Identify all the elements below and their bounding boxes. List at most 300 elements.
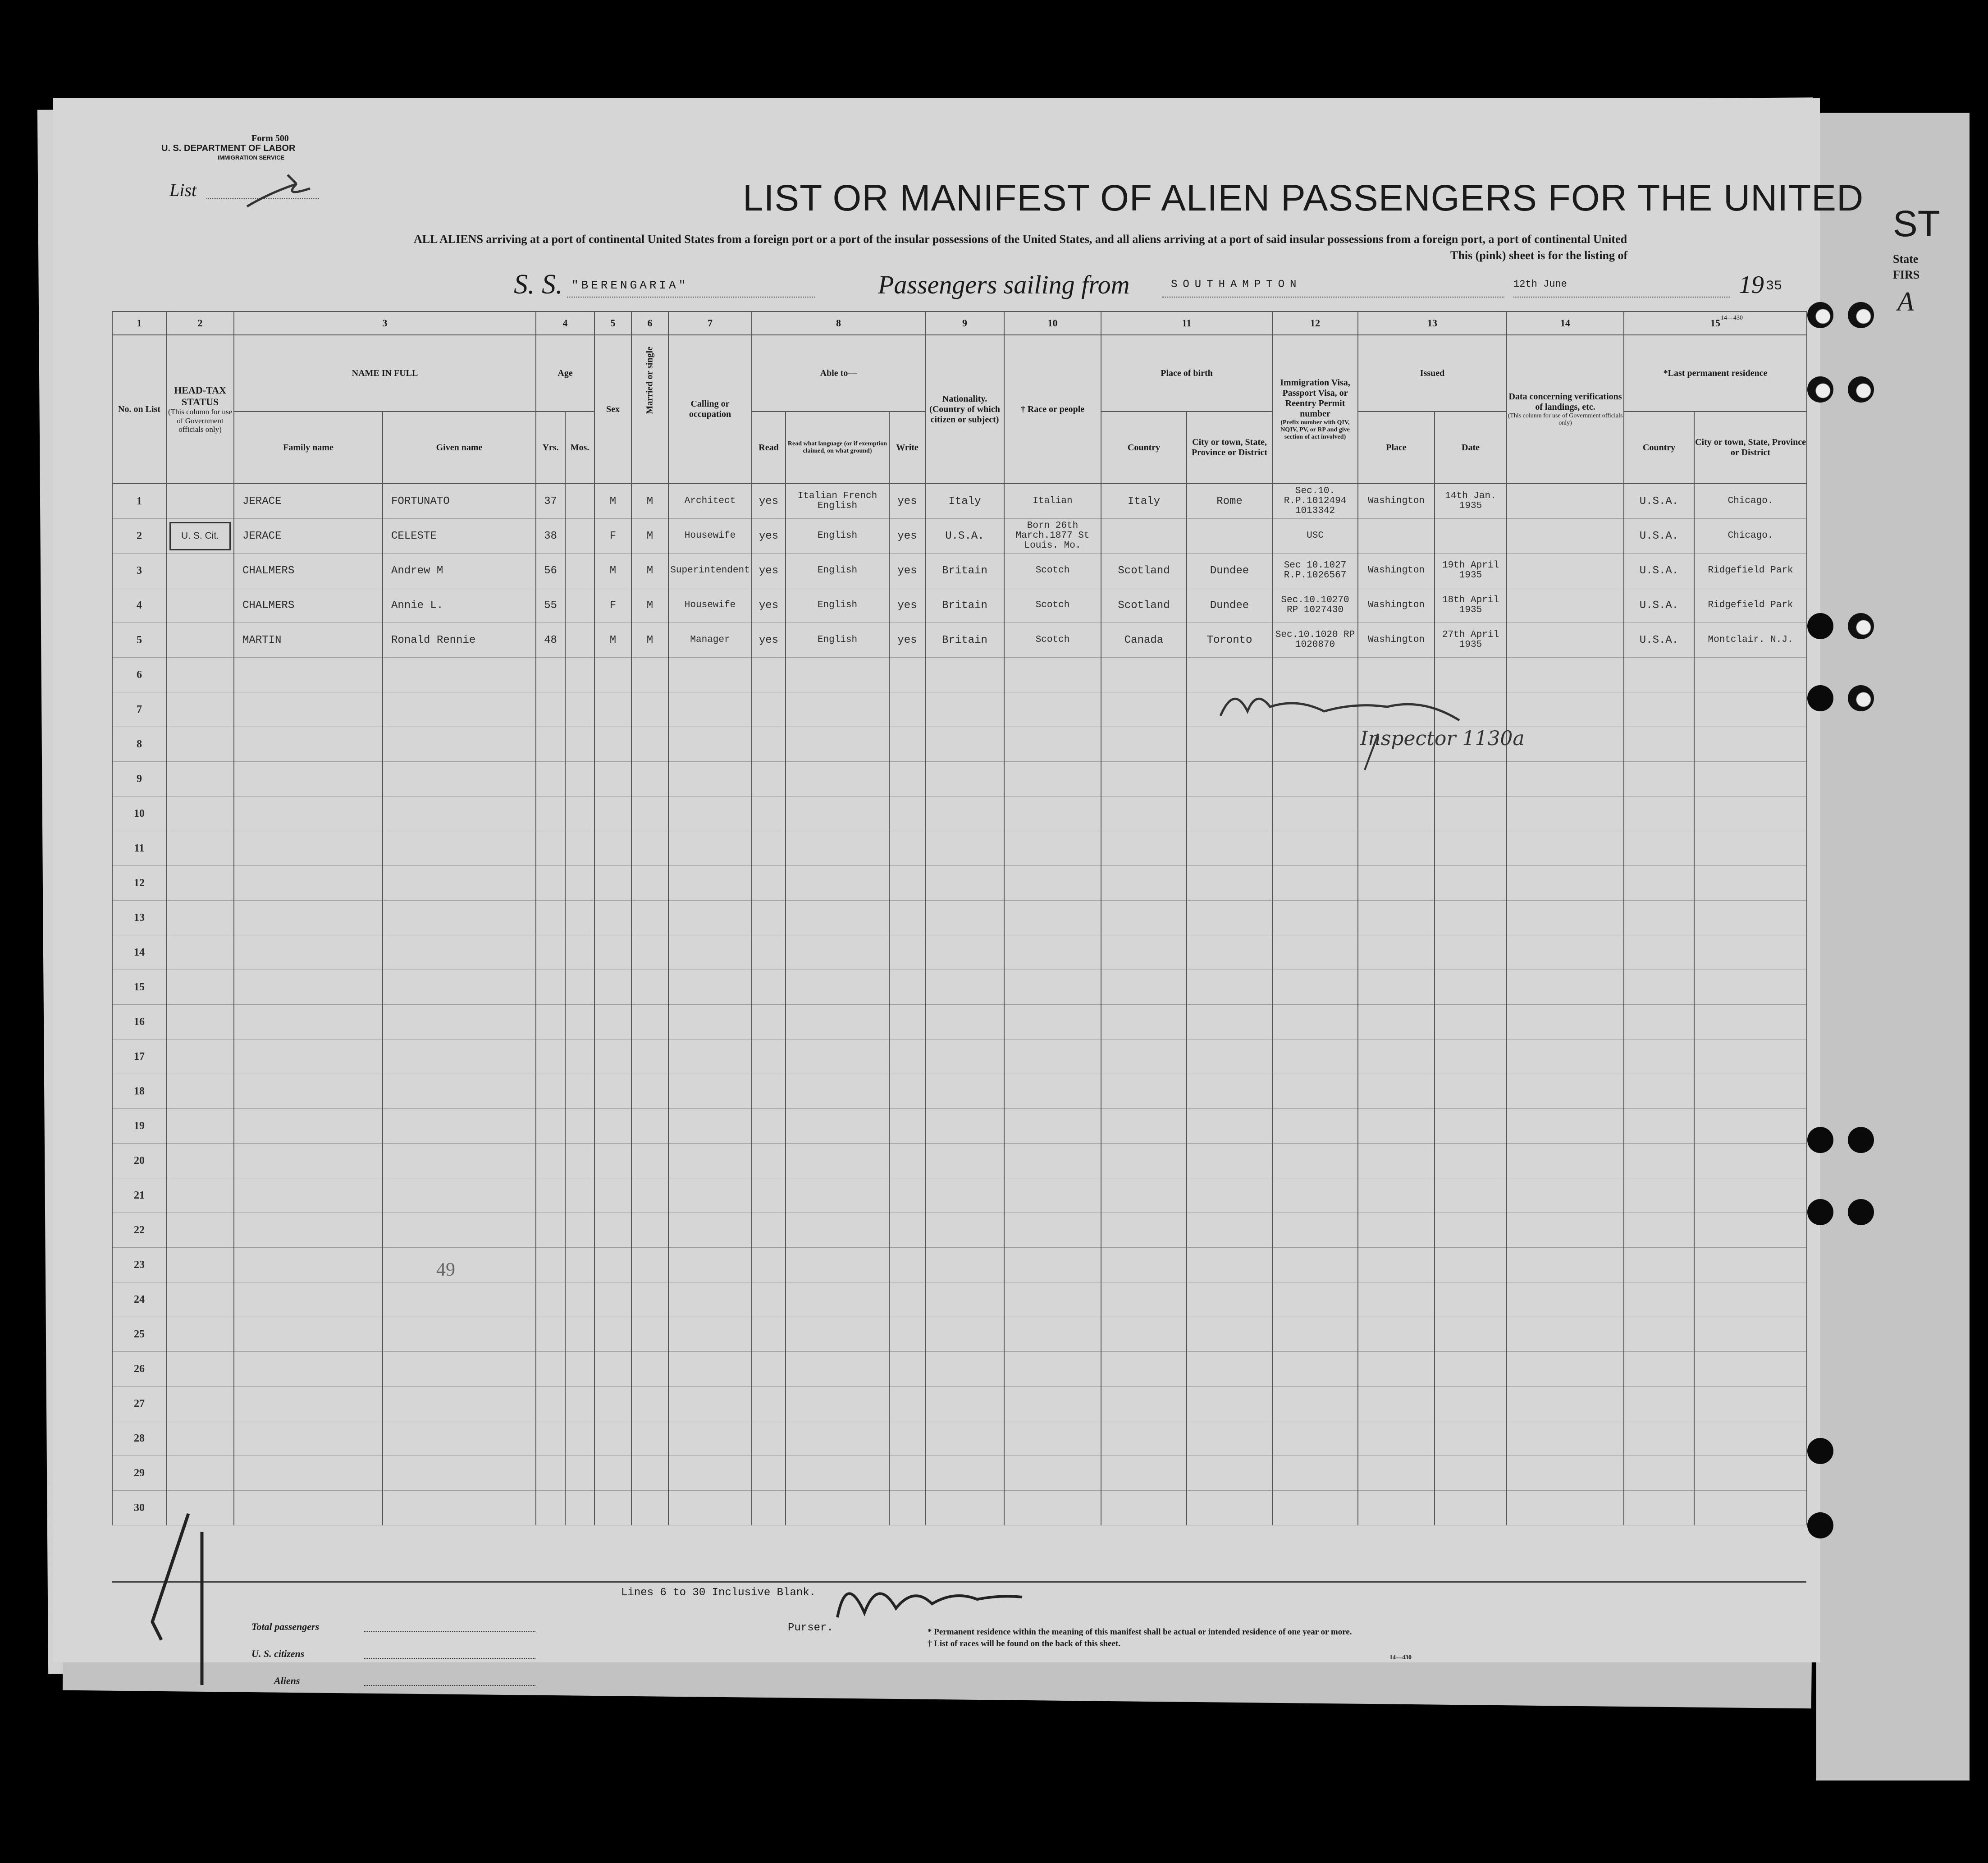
cell-empty <box>1187 1456 1272 1491</box>
form-code-top: 14—430 <box>1721 315 1743 321</box>
cell-empty <box>1358 1109 1435 1144</box>
cell-family: JERACE <box>234 519 383 554</box>
cell-empty <box>668 1005 752 1039</box>
cell-given: Ronald Rennie <box>383 623 536 658</box>
cell-mos <box>565 519 594 554</box>
cell-empty <box>889 901 925 935</box>
cell-empty <box>752 658 786 692</box>
cell-given: FORTUNATO <box>383 484 536 519</box>
cell-empty <box>1507 1282 1624 1317</box>
cell-empty <box>752 692 786 727</box>
col-num-4: 4 <box>536 311 594 335</box>
cell-empty <box>1624 1456 1694 1491</box>
cell-no: 2 <box>112 519 166 554</box>
col-num-3: 3 <box>234 311 536 335</box>
cell-empty <box>752 901 786 935</box>
cell-empty <box>383 935 536 970</box>
cell-empty <box>1272 1039 1358 1074</box>
cell-empty <box>1187 1144 1272 1178</box>
cell-occupation: Manager <box>668 623 752 658</box>
cell-empty <box>889 1456 925 1491</box>
table-row-empty <box>112 1005 1807 1039</box>
cell-empty <box>1272 1456 1358 1491</box>
cell-empty <box>1507 1387 1624 1421</box>
cell-empty <box>594 1109 631 1144</box>
cell-empty <box>565 1213 594 1248</box>
cell-empty <box>594 1421 631 1456</box>
cell-issued-date: 19th April 1935 <box>1435 554 1507 588</box>
cell-issued-place: Washington <box>1358 623 1435 658</box>
cell-empty <box>631 1109 668 1144</box>
cell-empty <box>383 1074 536 1109</box>
cell-empty <box>668 658 752 692</box>
cell-empty <box>1694 1039 1807 1074</box>
cell-empty <box>1358 1074 1435 1109</box>
cell-empty <box>668 901 752 935</box>
cell-no: 3 <box>112 554 166 588</box>
header-place-of-birth: Place of birth <box>1101 335 1272 412</box>
cell-empty <box>1272 1421 1358 1456</box>
cell-empty <box>594 1491 631 1525</box>
cell-empty <box>752 1317 786 1352</box>
cell-nationality: Italy <box>925 484 1004 519</box>
cell-empty <box>1507 970 1624 1005</box>
cell-empty <box>631 1421 668 1456</box>
punch-hole <box>1807 613 1833 639</box>
cell-family: JERACE <box>234 484 383 519</box>
cell-empty <box>1507 1421 1624 1456</box>
cell-empty <box>925 1005 1004 1039</box>
cell-empty <box>668 1178 752 1213</box>
cell-empty <box>383 1387 536 1421</box>
cell-empty <box>1004 1074 1101 1109</box>
cell-empty <box>166 935 234 970</box>
cell-empty <box>786 1144 889 1178</box>
header-visa-title: Immigration Visa, Passport Visa, or Reentry Permit number <box>1280 377 1350 419</box>
cell-empty <box>383 970 536 1005</box>
cell-empty <box>1507 1144 1624 1178</box>
cell-empty <box>1624 970 1694 1005</box>
col-num-11: 11 <box>1101 311 1272 335</box>
cell-empty <box>925 831 1004 866</box>
cell-empty <box>594 901 631 935</box>
cell-empty <box>234 1387 383 1421</box>
cell-empty <box>752 970 786 1005</box>
cell-empty <box>1624 935 1694 970</box>
cell-empty <box>889 692 925 727</box>
cell-empty <box>383 1213 536 1248</box>
cell-res-country: U.S.A. <box>1624 484 1694 519</box>
total-passengers-line <box>364 1631 535 1632</box>
punch-hole <box>1848 685 1874 711</box>
cell-empty <box>752 1352 786 1387</box>
cell-empty <box>565 1491 594 1525</box>
cell-empty <box>383 1421 536 1456</box>
cell-empty <box>166 1352 234 1387</box>
cell-empty <box>1507 1491 1624 1525</box>
cell-no: 23 <box>112 1248 166 1282</box>
cell-empty <box>752 1178 786 1213</box>
cell-yrs: 48 <box>536 623 565 658</box>
cell-empty <box>1187 1491 1272 1525</box>
cell-empty <box>752 1248 786 1282</box>
cell-empty <box>234 1317 383 1352</box>
cell-empty <box>536 1109 565 1144</box>
cell-empty <box>631 1352 668 1387</box>
cell-empty <box>565 692 594 727</box>
cell-empty <box>925 1387 1004 1421</box>
cell-issued-date: 27th April 1935 <box>1435 623 1507 658</box>
cell-empty <box>786 1282 889 1317</box>
cell-empty <box>1358 866 1435 901</box>
cell-empty <box>1004 1421 1101 1456</box>
cell-given: Andrew M <box>383 554 536 588</box>
cell-empty <box>594 1144 631 1178</box>
cell-empty <box>1101 1039 1187 1074</box>
cell-empty <box>594 1005 631 1039</box>
cell-empty <box>234 658 383 692</box>
header-landings <box>1507 335 1624 484</box>
cell-empty <box>594 970 631 1005</box>
cell-family: CHALMERS <box>234 588 383 623</box>
cell-empty <box>1624 727 1694 762</box>
cell-empty <box>1101 1421 1187 1456</box>
cell-issued-date: 18th April 1935 <box>1435 588 1507 623</box>
table-row-empty <box>112 1178 1807 1213</box>
cell-landings <box>1507 554 1624 588</box>
cell-empty <box>1101 1248 1187 1282</box>
cell-empty <box>786 727 889 762</box>
cell-sex: M <box>594 623 631 658</box>
port-line <box>1162 297 1504 298</box>
cell-empty <box>1004 1282 1101 1317</box>
cell-empty <box>1694 970 1807 1005</box>
cell-empty <box>565 1109 594 1144</box>
cell-yrs: 38 <box>536 519 565 554</box>
cell-empty <box>1101 1387 1187 1421</box>
cell-empty <box>1694 1456 1807 1491</box>
cell-empty <box>786 1213 889 1248</box>
cell-empty <box>166 1005 234 1039</box>
cell-empty <box>1101 762 1187 796</box>
cell-empty <box>1101 796 1187 831</box>
col-num-14: 14 <box>1507 311 1624 335</box>
department: U. S. DEPARTMENT OF LABOR <box>161 143 296 153</box>
sailing-date: 12th June <box>1513 279 1567 290</box>
cell-empty <box>234 1039 383 1074</box>
cell-issued-date: 14th Jan. 1935 <box>1435 484 1507 519</box>
cell-no: 21 <box>112 1178 166 1213</box>
cell-empty <box>1624 762 1694 796</box>
cell-empty <box>889 727 925 762</box>
cell-empty <box>668 762 752 796</box>
cell-empty <box>234 1248 383 1282</box>
cell-empty <box>925 1421 1004 1456</box>
cell-nationality: Britain <box>925 588 1004 623</box>
cell-empty <box>594 727 631 762</box>
manifest-rows <box>112 484 1807 1525</box>
header-able-to: Able to— <box>752 335 925 412</box>
cell-empty <box>786 658 889 692</box>
cell-write: yes <box>889 519 925 554</box>
ship-line <box>567 297 815 298</box>
port-name: SOUTHAMPTON <box>1171 279 1302 291</box>
cell-empty <box>1435 1109 1507 1144</box>
cell-empty <box>565 1456 594 1491</box>
cell-headtax: U. S. Cit. <box>166 519 234 554</box>
cell-empty <box>752 1213 786 1248</box>
cell-empty <box>752 762 786 796</box>
cell-empty <box>1004 1387 1101 1421</box>
cell-empty <box>668 866 752 901</box>
cell-empty <box>565 727 594 762</box>
cell-empty <box>1435 935 1507 970</box>
header-given-name: Given name <box>383 412 536 484</box>
cell-empty <box>594 866 631 901</box>
header-birth-country: Country <box>1101 412 1187 484</box>
cell-empty <box>234 1178 383 1213</box>
cell-empty <box>631 970 668 1005</box>
cell-empty <box>1101 1178 1187 1213</box>
blank-lines-note: Lines 6 to 30 Inclusive Blank. <box>621 1587 816 1599</box>
cell-empty <box>889 1421 925 1456</box>
cell-empty <box>889 1352 925 1387</box>
cell-empty <box>1358 1144 1435 1178</box>
cell-empty <box>668 1144 752 1178</box>
cell-language: English <box>786 623 889 658</box>
table-row-empty <box>112 1491 1807 1525</box>
cell-empty <box>889 1074 925 1109</box>
table-row-empty <box>112 1317 1807 1352</box>
cell-birth-country: Scotland <box>1101 554 1187 588</box>
cell-occupation: Superintendent <box>668 554 752 588</box>
cell-empty <box>889 1144 925 1178</box>
cell-empty <box>1272 1248 1358 1282</box>
header-last-residence: *Last permanent residence <box>1624 335 1807 412</box>
cell-empty <box>668 1074 752 1109</box>
cell-empty <box>536 1074 565 1109</box>
table-row-empty <box>112 1282 1807 1317</box>
cell-empty <box>565 1421 594 1456</box>
cell-empty <box>925 866 1004 901</box>
cell-empty <box>1694 1421 1807 1456</box>
cell-empty <box>668 1456 752 1491</box>
cell-empty <box>594 1039 631 1074</box>
header-issued: Issued <box>1358 335 1507 412</box>
cell-landings <box>1507 588 1624 623</box>
cell-empty <box>536 762 565 796</box>
cell-empty <box>1004 762 1101 796</box>
cell-empty <box>565 831 594 866</box>
cell-empty <box>1694 935 1807 970</box>
cell-empty <box>1358 1213 1435 1248</box>
cell-empty <box>1101 831 1187 866</box>
cell-read: yes <box>752 588 786 623</box>
cell-empty <box>536 1456 565 1491</box>
tally-mark-handwriting <box>134 1505 224 1694</box>
cell-empty <box>925 1074 1004 1109</box>
cell-empty <box>383 901 536 935</box>
cell-no: 17 <box>112 1039 166 1074</box>
cell-empty <box>786 1039 889 1074</box>
cell-empty <box>786 1248 889 1282</box>
cell-empty <box>668 1317 752 1352</box>
cell-empty <box>234 935 383 970</box>
cell-visa: Sec 10.1027 R.P.1026567 <box>1272 554 1358 588</box>
cell-empty <box>166 692 234 727</box>
us-citizens-line <box>364 1658 535 1659</box>
cell-empty <box>383 1456 536 1491</box>
cell-race: Italian <box>1004 484 1101 519</box>
cell-empty <box>668 1352 752 1387</box>
cell-empty <box>889 796 925 831</box>
cell-empty <box>594 935 631 970</box>
ship-name: "BERENGARIA" <box>571 279 689 292</box>
cell-empty <box>631 1491 668 1525</box>
cell-given: Annie L. <box>383 588 536 623</box>
year-prefix: 19 <box>1739 271 1764 299</box>
cell-write: yes <box>889 588 925 623</box>
cell-empty <box>1101 1213 1187 1248</box>
cell-empty <box>1272 1317 1358 1352</box>
cell-empty <box>536 1213 565 1248</box>
cell-empty <box>1507 1456 1624 1491</box>
cell-empty <box>1004 1144 1101 1178</box>
cell-yrs: 37 <box>536 484 565 519</box>
purser-signature <box>828 1563 1036 1631</box>
cell-empty <box>565 970 594 1005</box>
cell-empty <box>1694 866 1807 901</box>
cell-empty <box>1694 1248 1807 1282</box>
cell-empty <box>166 1387 234 1421</box>
cell-empty <box>383 866 536 901</box>
cell-empty <box>889 1317 925 1352</box>
cell-empty <box>752 1282 786 1317</box>
punch-hole <box>1807 1438 1833 1464</box>
cell-no: 5 <box>112 623 166 658</box>
cell-empty <box>786 1109 889 1144</box>
table-row-empty <box>112 1144 1807 1178</box>
header-family-name: Family name <box>234 412 383 484</box>
cell-empty <box>565 1144 594 1178</box>
inspector-signature <box>1207 680 1577 869</box>
cell-empty <box>1101 866 1187 901</box>
cell-headtax <box>166 588 234 623</box>
cell-empty <box>166 762 234 796</box>
cell-empty <box>1187 935 1272 970</box>
cell-empty <box>1624 1109 1694 1144</box>
cell-empty <box>752 1456 786 1491</box>
punch-hole <box>1848 1127 1874 1153</box>
cell-empty <box>1694 1317 1807 1352</box>
cell-empty <box>594 692 631 727</box>
cell-empty <box>1435 901 1507 935</box>
cell-empty <box>1624 692 1694 727</box>
cell-empty <box>1435 1491 1507 1525</box>
table-row-empty <box>112 1109 1807 1144</box>
header-landings-title: Data concerning verifications of landings, etc. <box>1508 391 1622 412</box>
cell-empty <box>752 1387 786 1421</box>
cell-empty <box>536 1144 565 1178</box>
cell-empty <box>594 1282 631 1317</box>
cell-empty <box>1507 1074 1624 1109</box>
header-visa-note: (Prefix number with QIV, NQIV, PV, or RP and give section of act involved) <box>1280 419 1350 441</box>
cell-empty <box>925 1282 1004 1317</box>
list-label: List <box>169 180 197 200</box>
cell-empty <box>594 1456 631 1491</box>
cell-empty <box>234 1005 383 1039</box>
cell-empty <box>536 1317 565 1352</box>
cell-empty <box>786 1005 889 1039</box>
cell-empty <box>1507 1352 1624 1387</box>
cell-birth-country: Italy <box>1101 484 1187 519</box>
cell-empty <box>631 831 668 866</box>
cell-empty <box>1101 692 1187 727</box>
table-row-empty <box>112 866 1807 901</box>
cell-empty <box>631 1282 668 1317</box>
cell-occupation: Architect <box>668 484 752 519</box>
cell-issued-place: Washington <box>1358 588 1435 623</box>
cell-empty <box>166 901 234 935</box>
cell-empty <box>889 1282 925 1317</box>
cell-empty <box>1435 1282 1507 1317</box>
cell-empty <box>1694 1352 1807 1387</box>
cell-empty <box>166 1213 234 1248</box>
cell-empty <box>1272 1178 1358 1213</box>
cell-birth-country <box>1101 519 1187 554</box>
cell-empty <box>594 1317 631 1352</box>
cell-empty <box>536 1178 565 1213</box>
cell-empty <box>668 935 752 970</box>
cell-empty <box>1272 935 1358 970</box>
header-nationality: Nationality. (Country of which citizen or subject) <box>925 335 1004 484</box>
cell-no: 18 <box>112 1074 166 1109</box>
cell-empty <box>925 796 1004 831</box>
header-read: Read <box>752 412 786 484</box>
cell-family: MARTIN <box>234 623 383 658</box>
cell-empty <box>752 1109 786 1144</box>
cell-empty <box>1187 1109 1272 1144</box>
cell-empty <box>166 1317 234 1352</box>
cell-empty <box>565 866 594 901</box>
cell-empty <box>1624 831 1694 866</box>
year-suffix: 35 <box>1766 279 1782 294</box>
cell-empty <box>668 692 752 727</box>
table-row-empty <box>112 1248 1807 1282</box>
next-title-fragment: ST <box>1893 203 1940 244</box>
cell-empty <box>565 901 594 935</box>
cell-empty <box>752 1074 786 1109</box>
cell-empty <box>631 1039 668 1074</box>
cell-empty <box>631 1005 668 1039</box>
cell-empty <box>1272 1074 1358 1109</box>
cell-empty <box>631 901 668 935</box>
table-row-empty <box>112 1213 1807 1248</box>
cell-empty <box>1358 1317 1435 1352</box>
cell-language: English <box>786 519 889 554</box>
cell-empty <box>889 1248 925 1282</box>
cell-empty <box>536 1039 565 1074</box>
cell-empty <box>536 1352 565 1387</box>
cell-empty <box>1435 1005 1507 1039</box>
cell-language: English <box>786 554 889 588</box>
cell-empty <box>631 658 668 692</box>
cell-empty <box>536 831 565 866</box>
cell-empty <box>631 796 668 831</box>
header-issued-date: Date <box>1435 412 1507 484</box>
cell-write: yes <box>889 554 925 588</box>
cell-empty <box>631 1178 668 1213</box>
